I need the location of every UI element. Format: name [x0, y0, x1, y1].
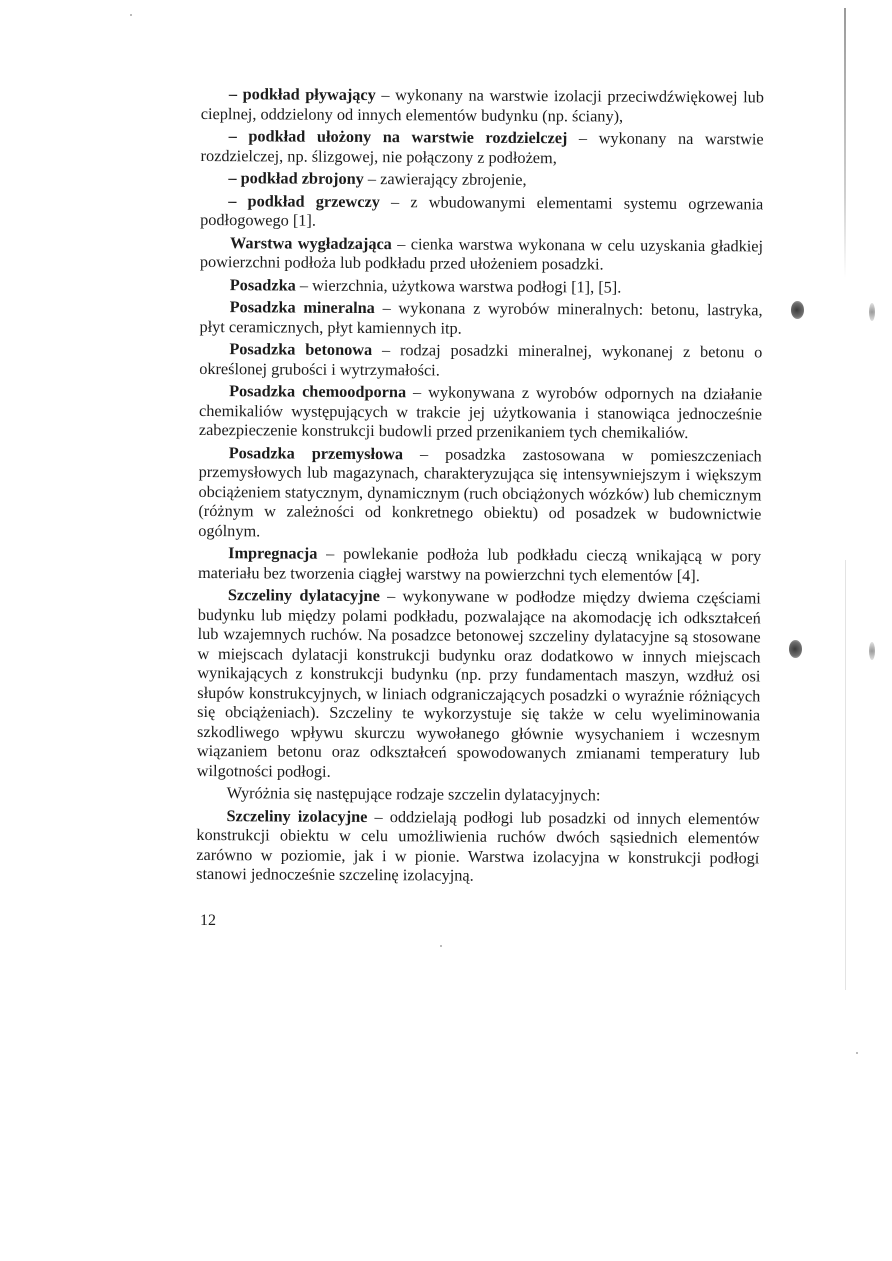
definition-text: – wykonany na warstwie izolacji przeciwdźwiękowej lub cieplnej, oddzielony od innych elementów budynku (np. ściany),: [200, 85, 764, 126]
paragraph: [200, 168, 763, 191]
definition-term: Posadzka: [229, 274, 296, 295]
paragraph: [200, 190, 763, 232]
paragraph: [200, 232, 763, 274]
paragraph: [197, 783, 760, 806]
scan-edge-lower: [845, 560, 846, 990]
definition-text: – oddzielają podłogi lub posadzki od innych elementów konstrukcji obiektu w celu umożliwienia ruchów dwóch sąsiednich elementów zarówno w poziomie, jak i w pionie. Warstwa izolacyjna w konstrukcji podłogi stanowi jednocześnie szczelinę izolacyjną.: [196, 806, 760, 885]
punch-hole-shadow-top: [869, 303, 875, 321]
definition-term: Szczeliny dylatacyjne: [227, 585, 380, 606]
definition-term: Posadzka mineralna: [229, 297, 375, 318]
definition-text: – cienka warstwa wykonana w celu uzyskania gładkiej powierzchni podłoża lub podkładu przed ułożeniem posadzki.: [199, 233, 764, 274]
definition-text: Wyróżnia się następujące rodzaje szczelin dylatacyjnych:: [226, 783, 601, 805]
definition-text: – wykonana z wyrobów mineralnych: betonu, lastryka, płyt ceramicznych, płyt kamiennych itp.: [199, 298, 763, 338]
definition-text: – rodzaj posadzki mineralnej, wykonanej z betonu o określonej grubości i wytrzymałości.: [199, 340, 763, 379]
definition-term: – podkład zbrojony: [228, 168, 364, 188]
definition-text: – wykonywane w podłodze między dwiema częściami budynku lub między polami podkładu, pozwalające na akomodację ich odkształceń lub wzajemnych ruchów. Na posadzce betonowej szczeliny dylatacyjne są stosowane w miejscach dylatacji konstrukcji budynku oraz dodatkowo w innych miejscach wynikających z konstrukcji budynku (np. przy fundamentach maszyn, wzdłuż osi słupów konstrukcyjnych, w liniach odgraniczających posadzki o wyraźnie różniących się obciążeniach). Szczeliny te wykorzystuje się także w celu wyeliminowania szkodliwego wpływu skurczu wywołanego głównie wysychaniem i wczesnym wiązaniem betonu oraz odkształceń spowodowanych zmianami temperatury lub wilgotności podłogi.: [196, 586, 761, 781]
definition-term: Warstwa wygładzająca: [229, 232, 392, 253]
definition-term: Posadzka przemysłowa: [228, 442, 404, 463]
definition-text: – zawierający zbrojenie,: [363, 168, 527, 189]
paragraph: [199, 297, 762, 339]
paragraph: [201, 84, 764, 126]
punch-hole-shadow-bottom: [869, 642, 875, 660]
scan-speck: [856, 1052, 858, 1054]
scan-speck: [440, 945, 442, 947]
paragraph: [200, 274, 763, 297]
paragraph: [197, 585, 761, 783]
definition-text: – wykonywana z wyrobów odpornych na działanie chemikaliów występujących w trakcie jej użytkowania i stanowiąca jednocześnie zabezpieczenie konstrukcji budowli przed przenikaniem tych chemikaliów.: [198, 382, 763, 442]
definition-text: – wierzchnia, użytkowa warstwa podłogi [1], [5].: [295, 275, 622, 297]
page-body-text: [196, 84, 764, 890]
definition-text: – posadzka zastosowana w pomieszczeniach przemysłowych lub magazynach, charakteryzująca się intensywniejszym i większym obciążeniem statycznym, dynamicznym (ruch obciążonych wózków) lub chemicznym (różnym w zależności od konkretnego obiektu) od posadzek w budownictwie ogólnym.: [198, 443, 762, 540]
punch-hole-bottom: [789, 640, 802, 658]
scan-speck: [130, 14, 132, 16]
definition-term: – podkład pływający: [228, 84, 376, 105]
definition-term: – podkład grzewczy: [228, 190, 380, 211]
definition-term: Posadzka chemoodporna: [229, 381, 407, 402]
definition-text: – wykonany na warstwie rozdzielczej, np. ślizgowej, nie połączony z podłożem,: [200, 128, 764, 167]
definition-text: – z wbudowanymi elementami systemu ogrzewania podłogowego [1].: [200, 191, 764, 230]
paragraph: [199, 381, 762, 443]
page-number: 12: [200, 912, 216, 929]
paragraph: [199, 339, 762, 381]
punch-hole-top: [791, 301, 804, 319]
definition-term: Posadzka betonowa: [229, 339, 373, 360]
definition-term: – podkład ułożony na warstwie rozdzielczej: [228, 126, 568, 148]
paragraph: [196, 805, 759, 886]
definition-term: Impregnacja: [228, 543, 318, 563]
paragraph: [198, 543, 761, 585]
paragraph: [201, 126, 764, 168]
definition-text: – powlekanie podłoża lub podkładu cieczą wnikającą w pory materiału bez tworzenia ciągłej warstwy na powierzchni tych elementów [4].: [197, 543, 762, 585]
definition-term: Szczeliny izolacyjne: [226, 805, 368, 826]
scan-edge: [844, 8, 846, 278]
paragraph: [198, 442, 762, 543]
